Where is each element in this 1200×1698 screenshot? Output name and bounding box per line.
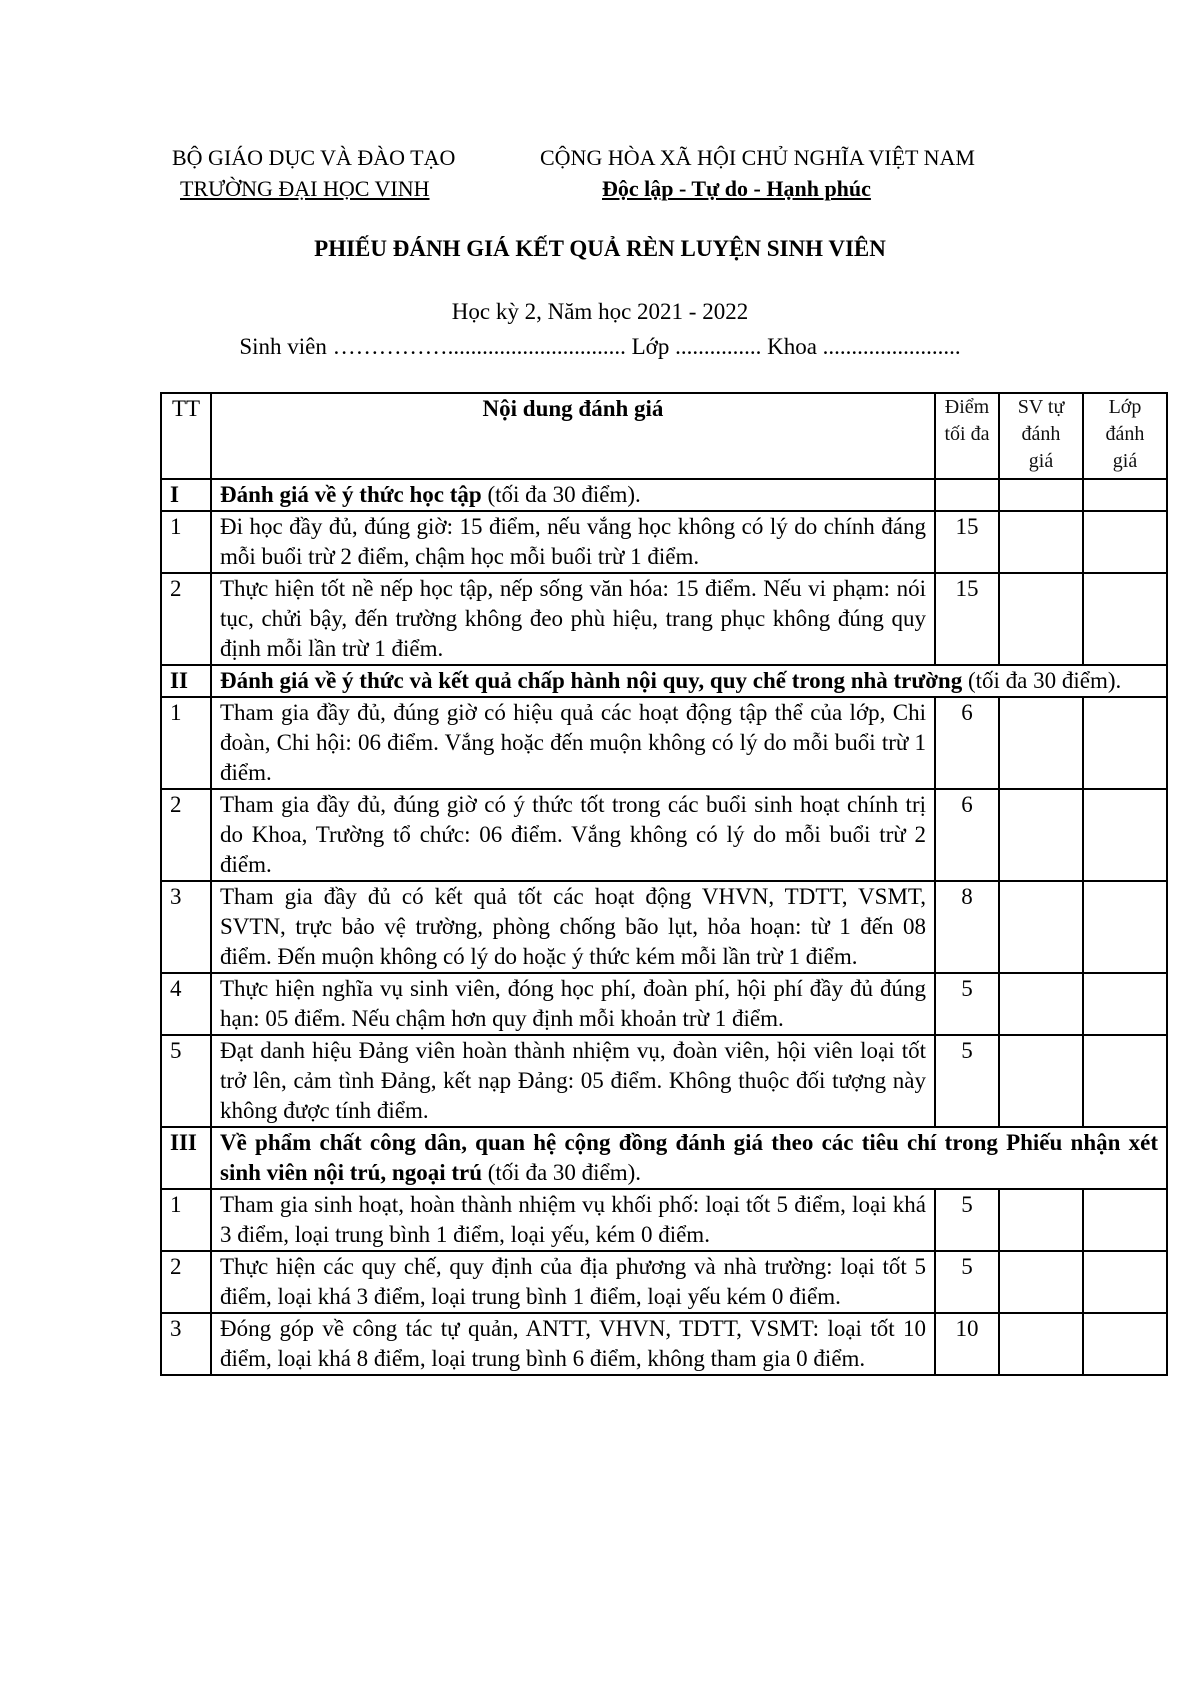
section-number: I [161,479,211,511]
item-max-score: 5 [935,1035,999,1127]
section-row [161,1127,1167,1189]
item-number: 1 [161,1189,211,1251]
item-text: Thực hiện tốt nề nếp học tập, nếp sống văn hóa: 15 điểm. Nếu vi phạm: nói tục, chửi bậy, đến trường không đeo phù hiệu, trang phục không đúng quy định mỗi lần trừ 1 điểm. [211,573,935,665]
table-header-row [161,393,1167,479]
class-score-cell[interactable] [1083,1035,1167,1127]
header-self-score: SV tự đánh giá [999,393,1083,479]
class-score-cell[interactable] [1083,511,1167,573]
table-row [161,1313,1167,1375]
item-number: 2 [161,573,211,665]
header-content: Nội dung đánh giá [211,393,935,479]
item-max-score: 15 [935,511,999,573]
section-title: Về phẩm chất công dân, quan hệ cộng đồng đánh giá theo các tiêu chí trong Phiếu nhận xét sinh viên nội trú, ngoại trú (tối đa 30 điểm). [211,1127,1167,1189]
class-score-cell[interactable] [1083,973,1167,1035]
item-max-score: 5 [935,1189,999,1251]
section-title: Đánh giá về ý thức học tập (tối đa 30 điểm). [211,479,935,511]
self-score-cell[interactable] [999,1251,1083,1313]
item-number: 3 [161,881,211,973]
self-score-cell[interactable] [999,973,1083,1035]
class-score-cell[interactable] [1083,573,1167,665]
section-row [161,665,1167,697]
term-line: Học kỳ 2, Năm học 2021 - 2022 [451,299,749,324]
section-number: II [161,665,211,697]
header-max-score: Điểm tối đa [935,393,999,479]
item-max-score: 10 [935,1313,999,1375]
header-class-score: Lớp đánh giá [1083,393,1167,479]
table-row [161,881,1167,973]
form-title: PHIẾU ĐÁNH GIÁ KẾT QUẢ RÈN LUYỆN SINH VIÊN [314,236,886,261]
table-row [161,1189,1167,1251]
class-score-cell[interactable] [1083,1251,1167,1313]
item-text: Tham gia đầy đủ có kết quả tốt các hoạt động VHVN, TDTT, VSMT, SVTN, trực bảo vệ trường, phòng chống bão lụt, hỏa hoạn: từ 1 đến 08 điểm. Đến muộn không có lý do hoặc ý thức kém mỗi lần trừ 1 điểm. [211,881,935,973]
item-number: 4 [161,973,211,1035]
section-title: Đánh giá về ý thức và kết quả chấp hành nội quy, quy chế trong nhà trường (tối đa 30 điểm). [211,665,1167,697]
item-max-score: 5 [935,973,999,1035]
self-score-cell[interactable] [999,1189,1083,1251]
national-title: CỘNG HÒA XÃ HỘI CHỦ NGHĨA VIỆT NAM [540,145,975,170]
class-score-cell[interactable] [1083,881,1167,973]
ministry-name: BỘ GIÁO DỤC VÀ ĐÀO TẠO [172,145,456,170]
item-text: Đạt danh hiệu Đảng viên hoàn thành nhiệm vụ, đoàn viên, hội viên loại tốt trở lên, cảm tình Đảng, kết nạp Đảng: 05 điểm. Không thuộc đối tượng này không được tính điểm. [211,1035,935,1127]
university-name: TRƯỜNG ĐẠI HỌC VINH [180,176,430,201]
class-score-cell[interactable] [1083,697,1167,789]
item-text: Thực hiện nghĩa vụ sinh viên, đóng học phí, đoàn phí, hội phí đầy đủ đúng hạn: 05 điểm. Nếu chậm hơn quy định mỗi khoản trừ 1 điểm. [211,973,935,1035]
item-number: 2 [161,789,211,881]
table-row [161,1035,1167,1127]
item-text: Tham gia đầy đủ, đúng giờ có ý thức tốt trong các buổi sinh hoạt chính trị do Khoa, Trường tổ chức: 06 điểm. Vắng không có lý do mỗi buổi trừ 2 điểm. [211,789,935,881]
student-info-line: Sinh viên ……………............................... Lớp ............... Khoa ........................ [239,334,961,359]
table-row [161,973,1167,1035]
item-max-score: 15 [935,573,999,665]
table-row [161,697,1167,789]
class-score-cell[interactable] [1083,1313,1167,1375]
item-number: 1 [161,697,211,789]
self-score-cell[interactable] [999,573,1083,665]
self-score-cell[interactable] [999,1035,1083,1127]
item-max-score: 5 [935,1251,999,1313]
table-row [161,789,1167,881]
item-text: Đi học đầy đủ, đúng giờ: 15 điểm, nếu vắng học không có lý do chính đáng mỗi buổi trừ 2 điểm, chậm học mỗi buổi trừ 1 điểm. [211,511,935,573]
self-score-cell[interactable] [999,881,1083,973]
item-max-score: 8 [935,881,999,973]
table-row [161,1251,1167,1313]
item-text: Đóng góp về công tác tự quản, ANTT, VHVN, TDTT, VSMT: loại tốt 10 điểm, loại khá 8 điểm, loại trung bình 6 điểm, không tham gia 0 điểm. [211,1313,935,1375]
item-number: 1 [161,511,211,573]
self-score-cell[interactable] [999,1313,1083,1375]
national-motto: Độc lập - Tự do - Hạnh phúc [602,176,871,201]
item-text: Thực hiện các quy chế, quy định của địa phương và nhà trường: loại tốt 5 điểm, loại khá 3 điểm, loại trung bình 1 điểm, loại yếu kém 0 điểm. [211,1251,935,1313]
table-row [161,511,1167,573]
item-number: 5 [161,1035,211,1127]
self-score-cell[interactable] [999,789,1083,881]
item-number: 2 [161,1251,211,1313]
self-score-cell[interactable] [999,511,1083,573]
item-max-score: 6 [935,697,999,789]
item-text: Tham gia sinh hoạt, hoàn thành nhiệm vụ khối phố: loại tốt 5 điểm, loại khá 3 điểm, loại trung bình 1 điểm, loại yếu, kém 0 điểm. [211,1189,935,1251]
item-max-score: 6 [935,789,999,881]
table-row [161,573,1167,665]
section-row [161,479,1167,511]
item-number: 3 [161,1313,211,1375]
class-score-cell[interactable] [1083,1189,1167,1251]
self-score-cell[interactable] [999,697,1083,789]
evaluation-table [160,392,1168,1376]
section-number: III [161,1127,211,1189]
header-tt: TT [161,393,211,479]
class-score-cell[interactable] [1083,789,1167,881]
item-text: Tham gia đầy đủ, đúng giờ có hiệu quả các hoạt động tập thể của lớp, Chi đoàn, Chi hội: 06 điểm. Vắng hoặc đến muộn không có lý do mỗi buổi trừ 1 điểm. [211,697,935,789]
